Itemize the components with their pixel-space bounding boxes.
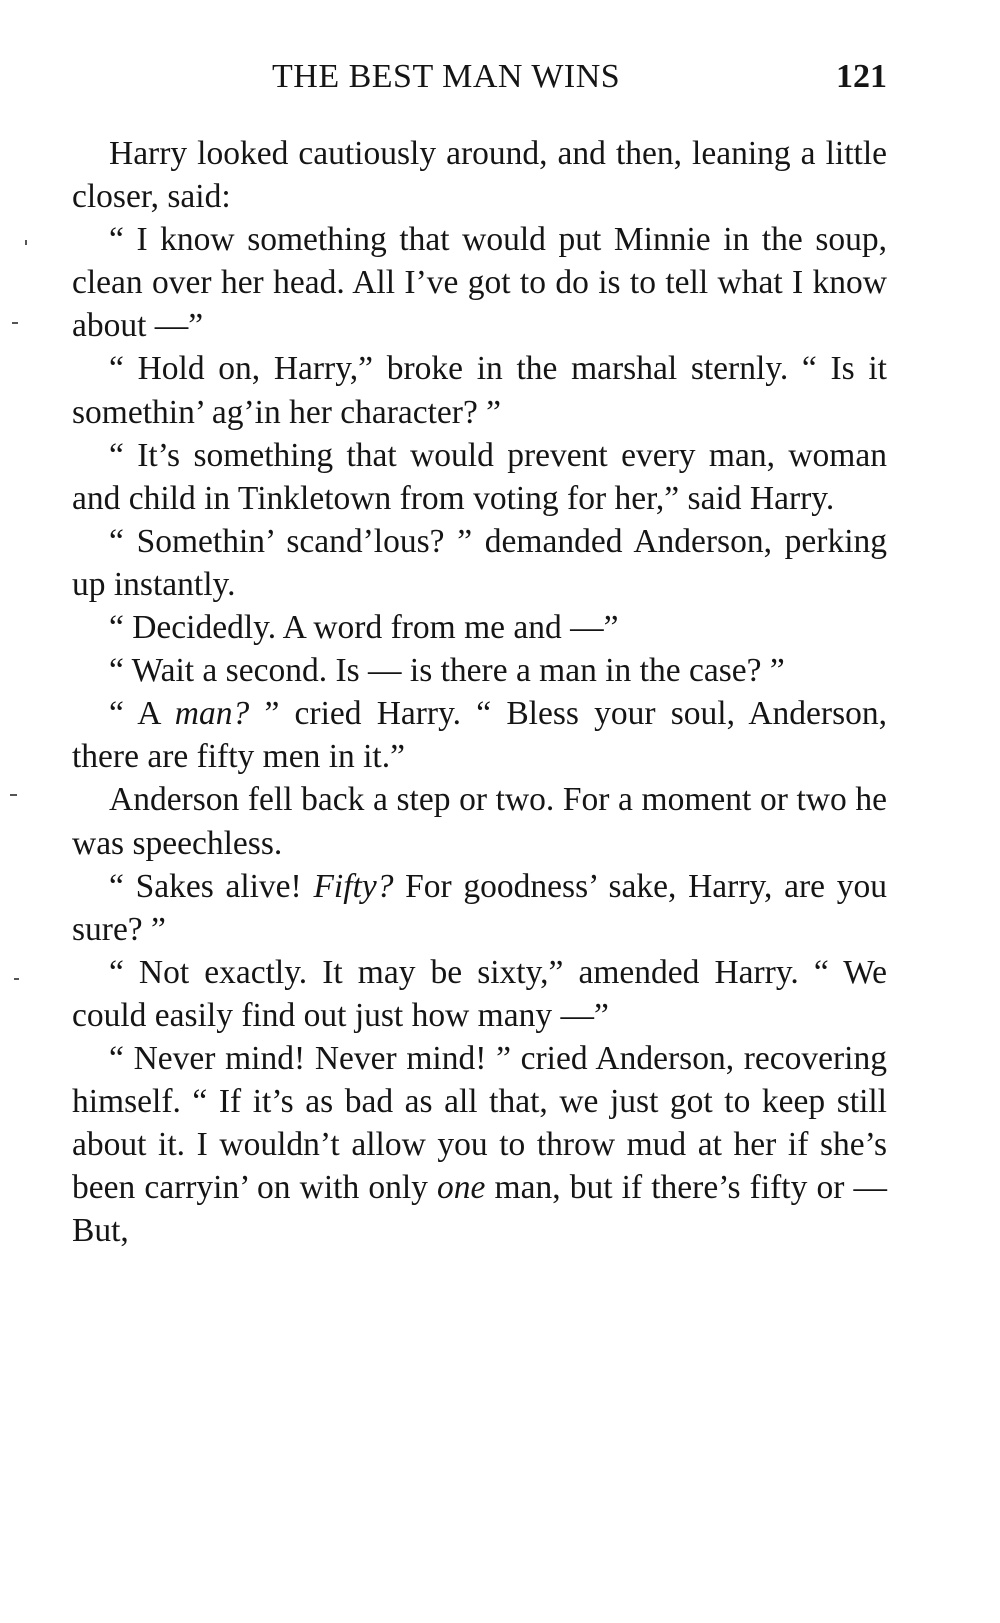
paragraph	[72, 778, 887, 864]
italic-emphasis: Fifty?	[313, 867, 394, 905]
paragraph	[72, 1037, 887, 1252]
paragraph	[72, 865, 887, 951]
paragraph-text: “ Sakes alive!	[109, 867, 314, 905]
paragraph-text: man, but if there’s fifty or — But,	[72, 1169, 887, 1250]
paragraph-text: “ A	[109, 695, 175, 733]
paragraph-text: “ Hold on, Harry,” broke in the marshal sternly. “ Is it somethin’ ag’in her character? ”	[72, 350, 887, 431]
paragraph	[72, 951, 887, 1037]
paragraph-text: “ Wait a second. Is — is there a man in the case? ”	[109, 652, 785, 690]
paragraph	[72, 649, 887, 692]
scan-speck	[10, 794, 17, 796]
paragraph-text: Harry looked cautiously around, and then, leaning a little closer, said:	[72, 135, 887, 216]
body-text	[72, 132, 887, 1252]
paragraph	[72, 606, 887, 649]
paragraph	[72, 520, 887, 606]
paragraph-text: “ Decidedly. A word from me and —”	[109, 609, 619, 647]
paragraph	[72, 434, 887, 520]
paragraph	[72, 132, 887, 218]
paragraph-text: “ Not exactly. It may be sixty,” amended Harry. “ We could easily find out just how many —”	[72, 953, 887, 1034]
paragraph-text: ” cried Harry. “ Bless your soul, Anderson, there are fifty men in it.”	[72, 695, 887, 776]
running-head	[72, 58, 887, 108]
paragraph-text: For goodness’ sake, Harry, are you sure? ”	[72, 867, 887, 948]
italic-emphasis: man?	[174, 695, 250, 733]
scan-speck	[25, 240, 27, 245]
paragraph-text: “ I know something that would put Minnie in the soup, clean over her head. All I’ve got to do is to tell what I know about —”	[72, 221, 887, 345]
scan-speck	[12, 322, 18, 324]
italic-emphasis: one	[437, 1169, 486, 1207]
scan-speck	[14, 978, 19, 980]
page-number: 121	[836, 58, 887, 95]
paragraph-text: Anderson fell back a step or two. For a moment or two he was speechless.	[72, 781, 887, 862]
paragraph	[72, 347, 887, 433]
paragraph-text: “ Somethin’ scand’lous? ” demanded Anderson, perking up instantly.	[72, 522, 887, 603]
paragraph-text: “ It’s something that would prevent every man, woman and child in Tinkletown from voting for her,” said Harry.	[72, 436, 887, 517]
paragraph	[72, 218, 887, 347]
paragraph-text: “ Never mind! Never mind! ” cried Anderson, recovering himself. “ If it’s as bad as all that, we just got to keep still about it. I wouldn’t allow you to throw mud at her if she’s been carryin’ on with only	[72, 1039, 887, 1207]
paragraph	[72, 692, 887, 778]
running-title: THE BEST MAN WINS	[272, 58, 621, 95]
